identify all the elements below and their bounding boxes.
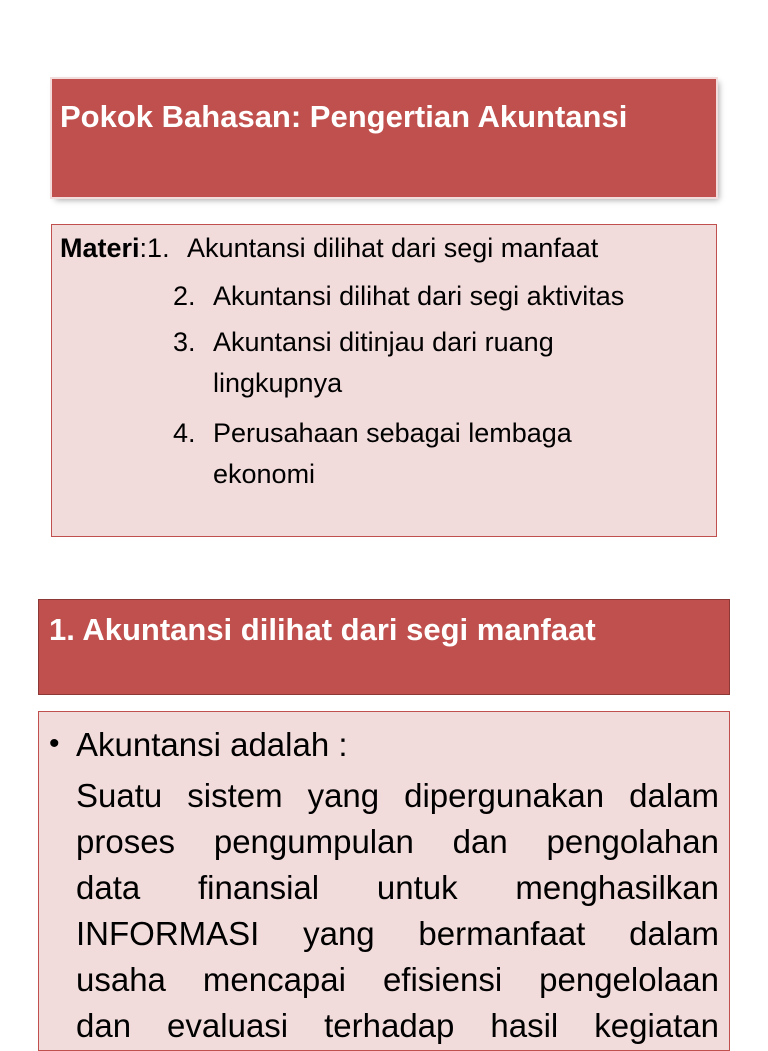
- slide2-title: 1. Akuntansi dilihat dari segi manfaat: [49, 612, 596, 647]
- materi-item-text: Akuntansi dilihat dari segi manfaat: [187, 233, 599, 263]
- slide1-content-box: [51, 224, 717, 537]
- materi-item-text: Akuntansi ditinjau dari ruang lingkupnya: [213, 327, 554, 398]
- materi-item-2: [173, 283, 708, 310]
- materi-list-first: [147, 235, 598, 272]
- slide1-title: Pokok Bahasan: Pengertian Akuntansi: [60, 99, 628, 134]
- paragraph-line: proses pengumpulan dan pengolahan: [76, 822, 719, 860]
- bullet-row: [49, 724, 719, 767]
- materi-item-num: 4.: [173, 418, 196, 448]
- materi-row: [60, 235, 708, 272]
- paragraph-line: Suatu sistem yang dipergunakan dalam: [76, 776, 719, 814]
- slide2-title-box: [38, 599, 730, 695]
- paragraph-line: usaha mencapai efisiensi pengelolaan: [76, 960, 719, 998]
- materi-separator: :: [139, 233, 148, 263]
- definition-paragraph: [49, 773, 719, 1049]
- materi-item-1: [147, 235, 598, 262]
- materi-label: Materi: [60, 233, 140, 263]
- materi-item-3: [173, 322, 593, 403]
- materi-item-text: Perusahaan sebagai lembaga ekonomi: [213, 418, 572, 489]
- paragraph-line: dan evaluasi terhadap hasil kegiatan: [76, 1006, 719, 1044]
- slide2-content-box: [38, 711, 730, 1051]
- materi-item-num: 1.: [147, 233, 170, 263]
- materi-item-4: [173, 413, 593, 494]
- materi-item-text: Akuntansi dilihat dari segi aktivitas: [213, 281, 625, 311]
- slide1-title-box: [52, 79, 716, 197]
- materi-item-num: 2.: [173, 281, 196, 311]
- paragraph-line: data finansial untuk menghasilkan: [76, 868, 719, 906]
- materi-item-num: 3.: [173, 327, 196, 357]
- paragraph-line: INFORMASI yang bermanfaat dalam: [76, 914, 719, 952]
- materi-list-rest: [173, 283, 708, 494]
- bullet-icon: •: [49, 727, 60, 760]
- bullet-text: Akuntansi adalah :: [76, 726, 348, 763]
